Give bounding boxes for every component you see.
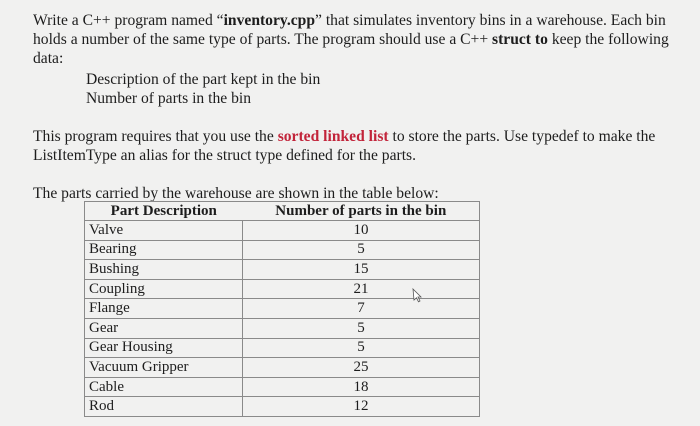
para1-text-1: Write a C++ program named “ bbox=[33, 12, 224, 29]
part-count: 25 bbox=[243, 358, 480, 378]
part-name: Flange bbox=[85, 299, 243, 319]
part-name: Coupling bbox=[85, 279, 243, 299]
part-name: Gear Housing bbox=[85, 338, 243, 358]
header-part-description: Part Description bbox=[85, 202, 243, 221]
part-count: 10 bbox=[243, 221, 480, 241]
part-name: Cable bbox=[85, 377, 243, 397]
part-name: Bushing bbox=[85, 260, 243, 280]
part-count: 5 bbox=[243, 240, 480, 260]
to-word: to bbox=[534, 31, 548, 48]
part-count: 5 bbox=[243, 318, 480, 338]
table-row bbox=[85, 221, 480, 241]
part-name: Vacuum Gripper bbox=[85, 358, 243, 378]
part-count: 18 bbox=[243, 377, 480, 397]
table-header-row bbox=[85, 202, 480, 221]
table-row bbox=[85, 358, 480, 378]
table-row bbox=[85, 397, 480, 417]
table-intro: The parts carried by the warehouse are shown in the table below: bbox=[33, 185, 439, 202]
part-count: 21 bbox=[243, 279, 480, 299]
filename-text: inventory.cpp bbox=[223, 12, 316, 29]
sorted-linked-list-highlight: sorted linked list bbox=[277, 128, 389, 145]
para1-text-3: keep the following data: bbox=[33, 31, 669, 67]
para1-text-2: ” that simulates inventory bins in a warehouse. Each bin holds a number of the same type of parts. The program should use a C++ bbox=[33, 12, 666, 48]
struct-keyword: struct bbox=[492, 31, 532, 48]
mouse-pointer-icon bbox=[412, 287, 428, 303]
para2-text-1: This program requires that you use the bbox=[33, 128, 278, 145]
part-name: Valve bbox=[85, 221, 243, 241]
table-row bbox=[85, 377, 480, 397]
part-count: 12 bbox=[243, 397, 480, 417]
para2-text-2: to store the parts. Use typedef to make the ListItemType an alias for the struct type defined for the parts. bbox=[33, 128, 656, 164]
table-row bbox=[85, 338, 480, 358]
assignment-paragraph bbox=[33, 11, 688, 68]
part-count: 5 bbox=[243, 338, 480, 358]
field-count: Number of parts in the bin bbox=[86, 90, 251, 107]
requirement-paragraph bbox=[33, 127, 688, 165]
table-row bbox=[85, 240, 480, 260]
header-number-of-parts: Number of parts in the bin bbox=[243, 202, 480, 221]
parts-table bbox=[84, 201, 480, 417]
part-name: Bearing bbox=[85, 240, 243, 260]
part-name: Gear bbox=[85, 318, 243, 338]
field-description: Description of the part kept in the bin bbox=[86, 71, 321, 88]
part-count: 15 bbox=[243, 260, 480, 280]
part-count: 7 bbox=[243, 299, 480, 319]
table-row bbox=[85, 318, 480, 338]
table-row bbox=[85, 260, 480, 280]
part-name: Rod bbox=[85, 397, 243, 417]
